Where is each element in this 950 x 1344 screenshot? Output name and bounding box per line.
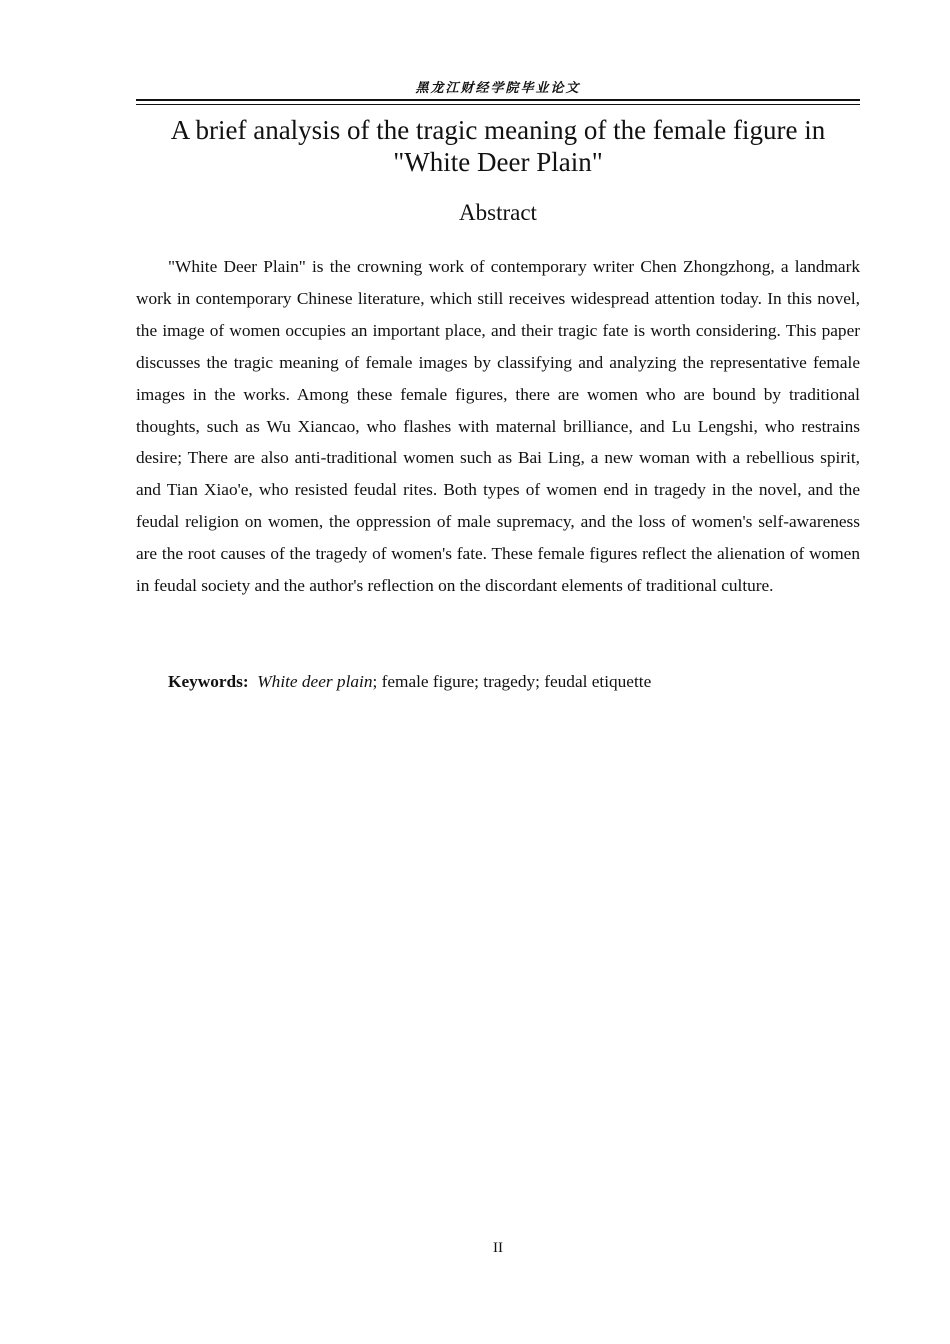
document-title [136,114,860,178]
running-header: 黑龙江财经学院毕业论文 [415,81,581,96]
page-number: II [493,1240,503,1256]
abstract-heading: Abstract [459,200,537,225]
keywords-line [168,667,860,697]
keywords-label: Keywords: [168,672,249,691]
keywords-rest: ; female figure; tragedy; feudal etiquette [372,672,652,691]
header-double-rule [136,99,860,105]
title-line-2: "White Deer Plain" [393,147,603,177]
title-line-1: A brief analysis of the tragic meaning of the female figure in [170,115,826,145]
abstract-paragraph: "White Deer Plain" is the crowning work of contemporary writer Chen Zhongzhong, a landmark work in contemporary Chinese literature, which still receives widespread attention today. In this novel, the image of women occupies an important place, and their tragic fate is worth considering. This paper discusses the tragic meaning of female images by classifying and analyzing the representative female images in the works. Among these female figures, there are women who are bound by traditional thoughts, such as Wu Xiancao, who flashes with maternal brilliance, and Lu Lengshi, who restrains desire; There are also anti-traditional women such as Bai Ling, a new woman with a rebellious spirit, and Tian Xiao'e, who resisted feudal rites. Both types of women end in tragedy in the novel, and the feudal religion on women, the oppression of male supremacy, and the loss of women's self-awareness are the root causes of the tragedy of women's fate. These female figures reflect the alienation of women in feudal society and the author's reflection on the discordant elements of traditional culture. [136,257,860,596]
keyword-first: White deer plain [257,672,373,691]
